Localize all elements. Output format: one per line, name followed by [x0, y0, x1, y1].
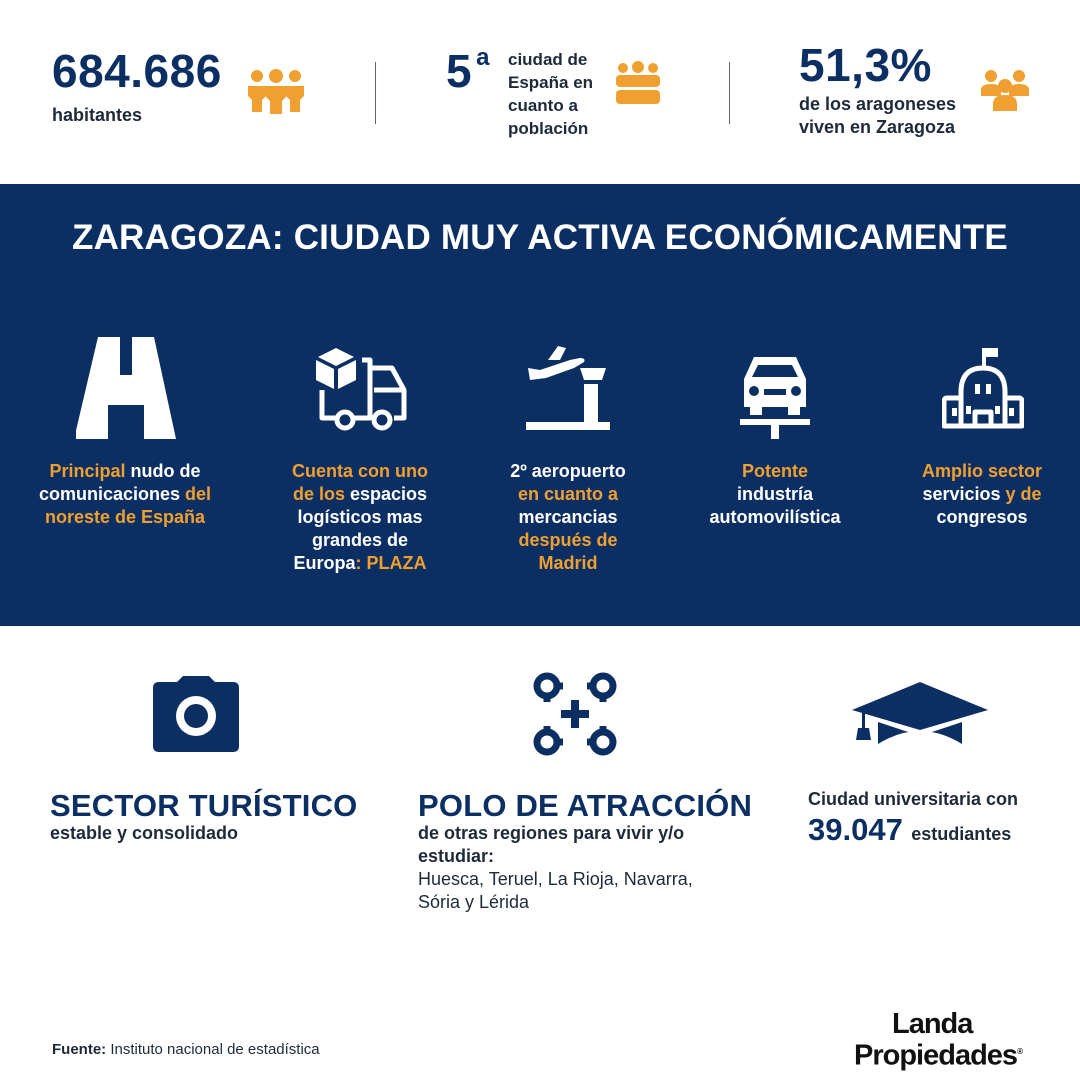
university-intro: Ciudad universitaria con: [808, 789, 1019, 809]
highway-icon: [76, 337, 176, 439]
congress-building-icon: [942, 346, 1024, 430]
people-icon: [980, 68, 1030, 112]
university-students: [808, 812, 1011, 848]
attraction-subtitle: de otras regiones para vivir y/o estudiar:: [418, 823, 685, 866]
tourism-title: SECTOR TURÍSTICO: [50, 788, 358, 823]
share-label: de los aragoneses viven en Zaragoza: [799, 94, 957, 137]
divider: [729, 62, 730, 124]
network-icon: [533, 672, 617, 756]
divider: [375, 62, 376, 124]
delivery-truck-icon: [314, 346, 408, 434]
source-note: Fuente: Instituto nacional de estadística: [52, 1041, 320, 1058]
population-label: habitantes: [52, 105, 143, 125]
feature-logistics: Cuenta con uno de los espacios logísticos mas grandes de Europa: PLAZA: [292, 461, 428, 573]
car-icon: [740, 357, 810, 439]
graduation-cap-icon: [852, 682, 988, 744]
share-value: 51,3%: [799, 39, 932, 91]
crowd-icon: [614, 60, 662, 106]
feature-airport: 2º aeropuerto en cuanto a mercancias después de Madrid: [510, 461, 626, 573]
feature-services: Amplio sector servicios y de congresos: [921, 461, 1043, 527]
rank-value: 5 $^a$: [446, 43, 490, 97]
landa-propiedades-logo: Landa Propiedades®: [854, 1008, 1023, 1072]
rank-label: ciudad de España en cuanto a población: [508, 50, 594, 138]
attraction-title: POLO DE ATRACCIÓN: [418, 788, 753, 823]
attraction-places: Huesca, Teruel, La Rioja, Navarra, Sória y Lérida: [418, 869, 693, 912]
camera-icon: [153, 676, 239, 752]
students-value: 39.047: [808, 812, 903, 847]
people-group-icon: [246, 68, 306, 114]
population-value: 684.686: [52, 45, 222, 97]
feature-communications: Principal nudo de comunicaciones del noreste de España: [38, 461, 212, 527]
airport-icon: [524, 346, 612, 432]
students-label: estudiantes: [911, 824, 1012, 844]
feature-automotive: Potente industría automovilística: [709, 461, 841, 527]
band-title: ZARAGOZA: CIUDAD MUY ACTIVA ECONÓMICAMENTE: [72, 218, 1008, 257]
tourism-subtitle: estable y consolidado: [50, 823, 239, 843]
